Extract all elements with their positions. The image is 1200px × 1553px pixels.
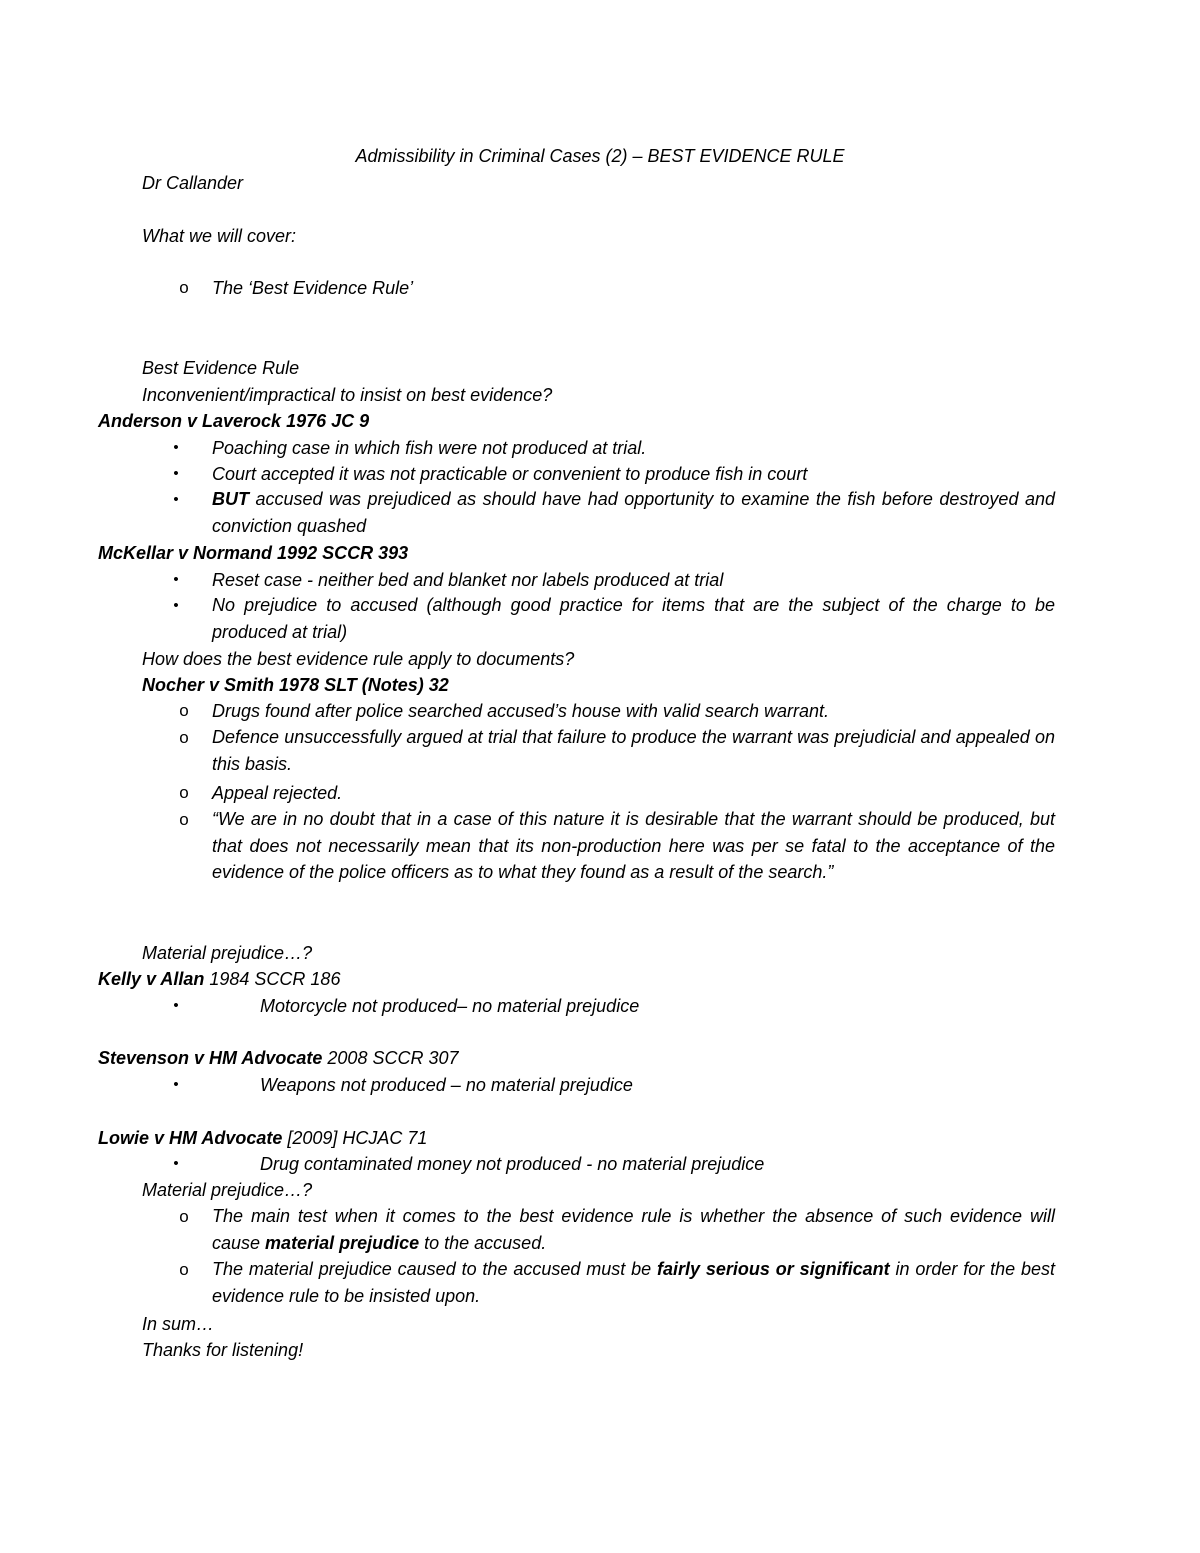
question-documents: How does the best evidence rule apply to documents?: [142, 649, 575, 669]
emphasis-fairly-serious: fairly serious or significant: [656, 1259, 890, 1279]
case-heading-nocher: Nocher v Smith 1978 SLT (Notes) 32: [142, 675, 449, 695]
emphasis-material-prejudice: material prejudice: [265, 1232, 420, 1253]
in-sum: In sum…: [142, 1314, 215, 1334]
bullet-marker: •: [173, 1155, 179, 1172]
circle-marker: o: [179, 728, 189, 747]
section-heading: Best Evidence Rule: [142, 358, 300, 378]
nocher-point-3: Appeal rejected.: [212, 783, 343, 803]
main-test-text-end: to the accused.: [419, 1232, 547, 1253]
cover-heading: What we will cover:: [142, 226, 297, 246]
closing-thanks: Thanks for listening!: [142, 1340, 304, 1360]
circle-marker: o: [179, 278, 189, 297]
lowie-point-1: Drug contaminated money not produced - no material prejudice: [260, 1154, 765, 1174]
circle-marker: o: [179, 1207, 189, 1226]
main-test-text: The main test when it comes to the best evidence rule is whether the absence of such evidence will cause: [212, 1206, 1055, 1253]
bullet-marker: •: [173, 491, 179, 508]
main-test-point: [212, 1203, 1055, 1256]
case-heading-stevenson: [98, 1047, 459, 1069]
nocher-point-1: Drugs found after police searched accused’s house with valid search warrant.: [212, 701, 830, 721]
threshold-text: The material prejudice caused to the accused must be: [212, 1259, 657, 1279]
circle-marker: o: [179, 783, 189, 802]
cover-item: The ‘Best Evidence Rule’: [212, 278, 414, 298]
kelly-point-1: Motorcycle not produced– no material prejudice: [260, 996, 640, 1016]
threshold-text-end: in order for the best evidence rule to be insisted upon.: [212, 1259, 1055, 1306]
bullet-marker: •: [173, 597, 179, 614]
circle-marker: o: [179, 701, 189, 720]
case-citation: 1984 SCCR 186: [204, 969, 341, 989]
threshold-point: [212, 1256, 1055, 1309]
anderson-point-1: Poaching case in which fish were not produced at trial.: [212, 438, 647, 458]
anderson-point-2: Court accepted it was not practicable or convenient to produce fish in court: [212, 464, 808, 484]
case-heading-lowie: [98, 1127, 427, 1149]
author: Dr Callander: [142, 173, 244, 193]
case-citation: 2008 SCCR 307: [322, 1048, 459, 1068]
case-name: Stevenson v HM Advocate: [98, 1048, 323, 1068]
mckellar-point-1: Reset case - neither bed and blanket nor labels produced at trial: [212, 570, 724, 590]
circle-marker: o: [179, 810, 189, 829]
anderson-point-3-text: accused was prejudiced as should have had opportunity to examine the fish before destroyed and conviction quashed: [212, 489, 1055, 536]
bullet-marker: •: [173, 997, 179, 1014]
anderson-point-3: [212, 486, 1055, 539]
case-heading-kelly: [98, 968, 340, 990]
bullet-marker: •: [173, 571, 179, 588]
case-heading-mckellar: McKellar v Normand 1992 SCCR 393: [98, 543, 409, 563]
case-name: Kelly v Allan: [98, 969, 205, 989]
bullet-marker: •: [173, 439, 179, 456]
material-prejudice-question-2: Material prejudice…?: [142, 1180, 313, 1200]
bullet-marker: •: [173, 465, 179, 482]
document-title: Admissibility in Criminal Cases (2) – BEST EVIDENCE RULE: [355, 146, 845, 166]
case-citation: [2009] HCJAC 71: [282, 1128, 428, 1148]
bullet-marker: •: [173, 1076, 179, 1093]
nocher-quote: “We are in no doubt that in a case of this nature it is desirable that the warrant should be produced, but that does not necessarily mean that its non-production here was per se fatal to the acceptance of the evidence of the police officers as to what they found as a result of the search.”: [212, 809, 1055, 882]
emphasis-but: BUT: [212, 489, 249, 509]
question-inconvenient: Inconvenient/impractical to insist on best evidence?: [142, 385, 553, 405]
nocher-point-2: Defence unsuccessfully argued at trial that failure to produce the warrant was prejudicial and appealed on this basis.: [212, 727, 1055, 774]
stevenson-point-1: Weapons not produced – no material prejudice: [260, 1075, 633, 1095]
circle-marker: o: [179, 1260, 189, 1279]
case-heading-anderson: Anderson v Laverock 1976 JC 9: [98, 411, 370, 431]
case-name: Lowie v HM Advocate: [98, 1128, 283, 1148]
mckellar-point-2: No prejudice to accused (although good practice for items that are the subject of the charge to be produced at trial): [212, 595, 1055, 642]
material-prejudice-question-1: Material prejudice…?: [142, 943, 313, 963]
